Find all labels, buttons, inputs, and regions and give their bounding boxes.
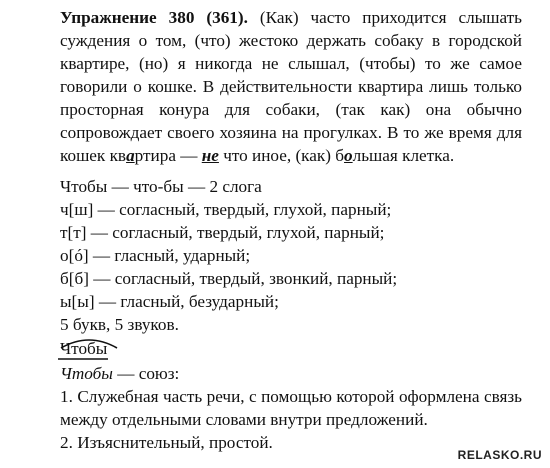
exercise-text-cont: же время для кошек кв	[60, 123, 523, 165]
phonetic-line-t: т[т] — согласный, твердый, глухой, парный;	[60, 223, 385, 242]
spelling-mark-ne: не	[201, 146, 219, 165]
phonetic-syllables: Чтобы — что-бы — 2 слога	[60, 177, 262, 196]
morph-item-2: 2. Изъяснительный, простой.	[60, 433, 273, 452]
spelling-mark-o: о	[344, 146, 353, 165]
phonetic-line-o: о[ó] — гласный, ударный;	[60, 246, 251, 265]
exercise-text-cont-2: ртира —	[134, 146, 202, 165]
phonetic-line-y: ы[ы] — гласный, безударный;	[60, 292, 279, 311]
exercise-text-cont-3: что иное, (как) б	[223, 146, 345, 165]
phonetic-line-b: б[б] — согласный, твердый, звонкий, парный;	[60, 269, 398, 288]
word-underline-icon	[58, 357, 108, 361]
exercise-title: Упражнение 380 (361).	[60, 8, 248, 27]
parsed-word: Чтобы	[60, 339, 108, 358]
morph-heading-rest: — союз:	[112, 364, 180, 383]
phonetic-line-ch: ч[ш] — согласный, твердый, глухой, парный;	[60, 200, 392, 219]
site-watermark: RELASKO.RU	[457, 448, 542, 462]
exercise-text: (Как) часто приходится слышать суждения о том, (что) жестоко держать собаку в городской квартире, (но) я никогда не слышал, (чтобы) то же самое говорили о кошке. В действительности квартира лишь только просторная конура для собаки, (так как) она обычно сопровождает своего хозяина на прогулках. В то	[60, 8, 522, 142]
exercise-text-end: льшая клетка.	[352, 146, 455, 165]
spelling-mark-a: а	[126, 146, 135, 165]
exercise-paragraph	[60, 6, 522, 167]
morph-item-1: 1. Служебная часть речи, с помощью которой оформлена связь между отдельными словами внутри предложений.	[60, 387, 522, 429]
phonetic-summary: 5 букв, 5 звуков.	[60, 315, 179, 334]
morph-heading-word: Чтобы	[60, 364, 113, 383]
morph-heading	[60, 362, 179, 385]
